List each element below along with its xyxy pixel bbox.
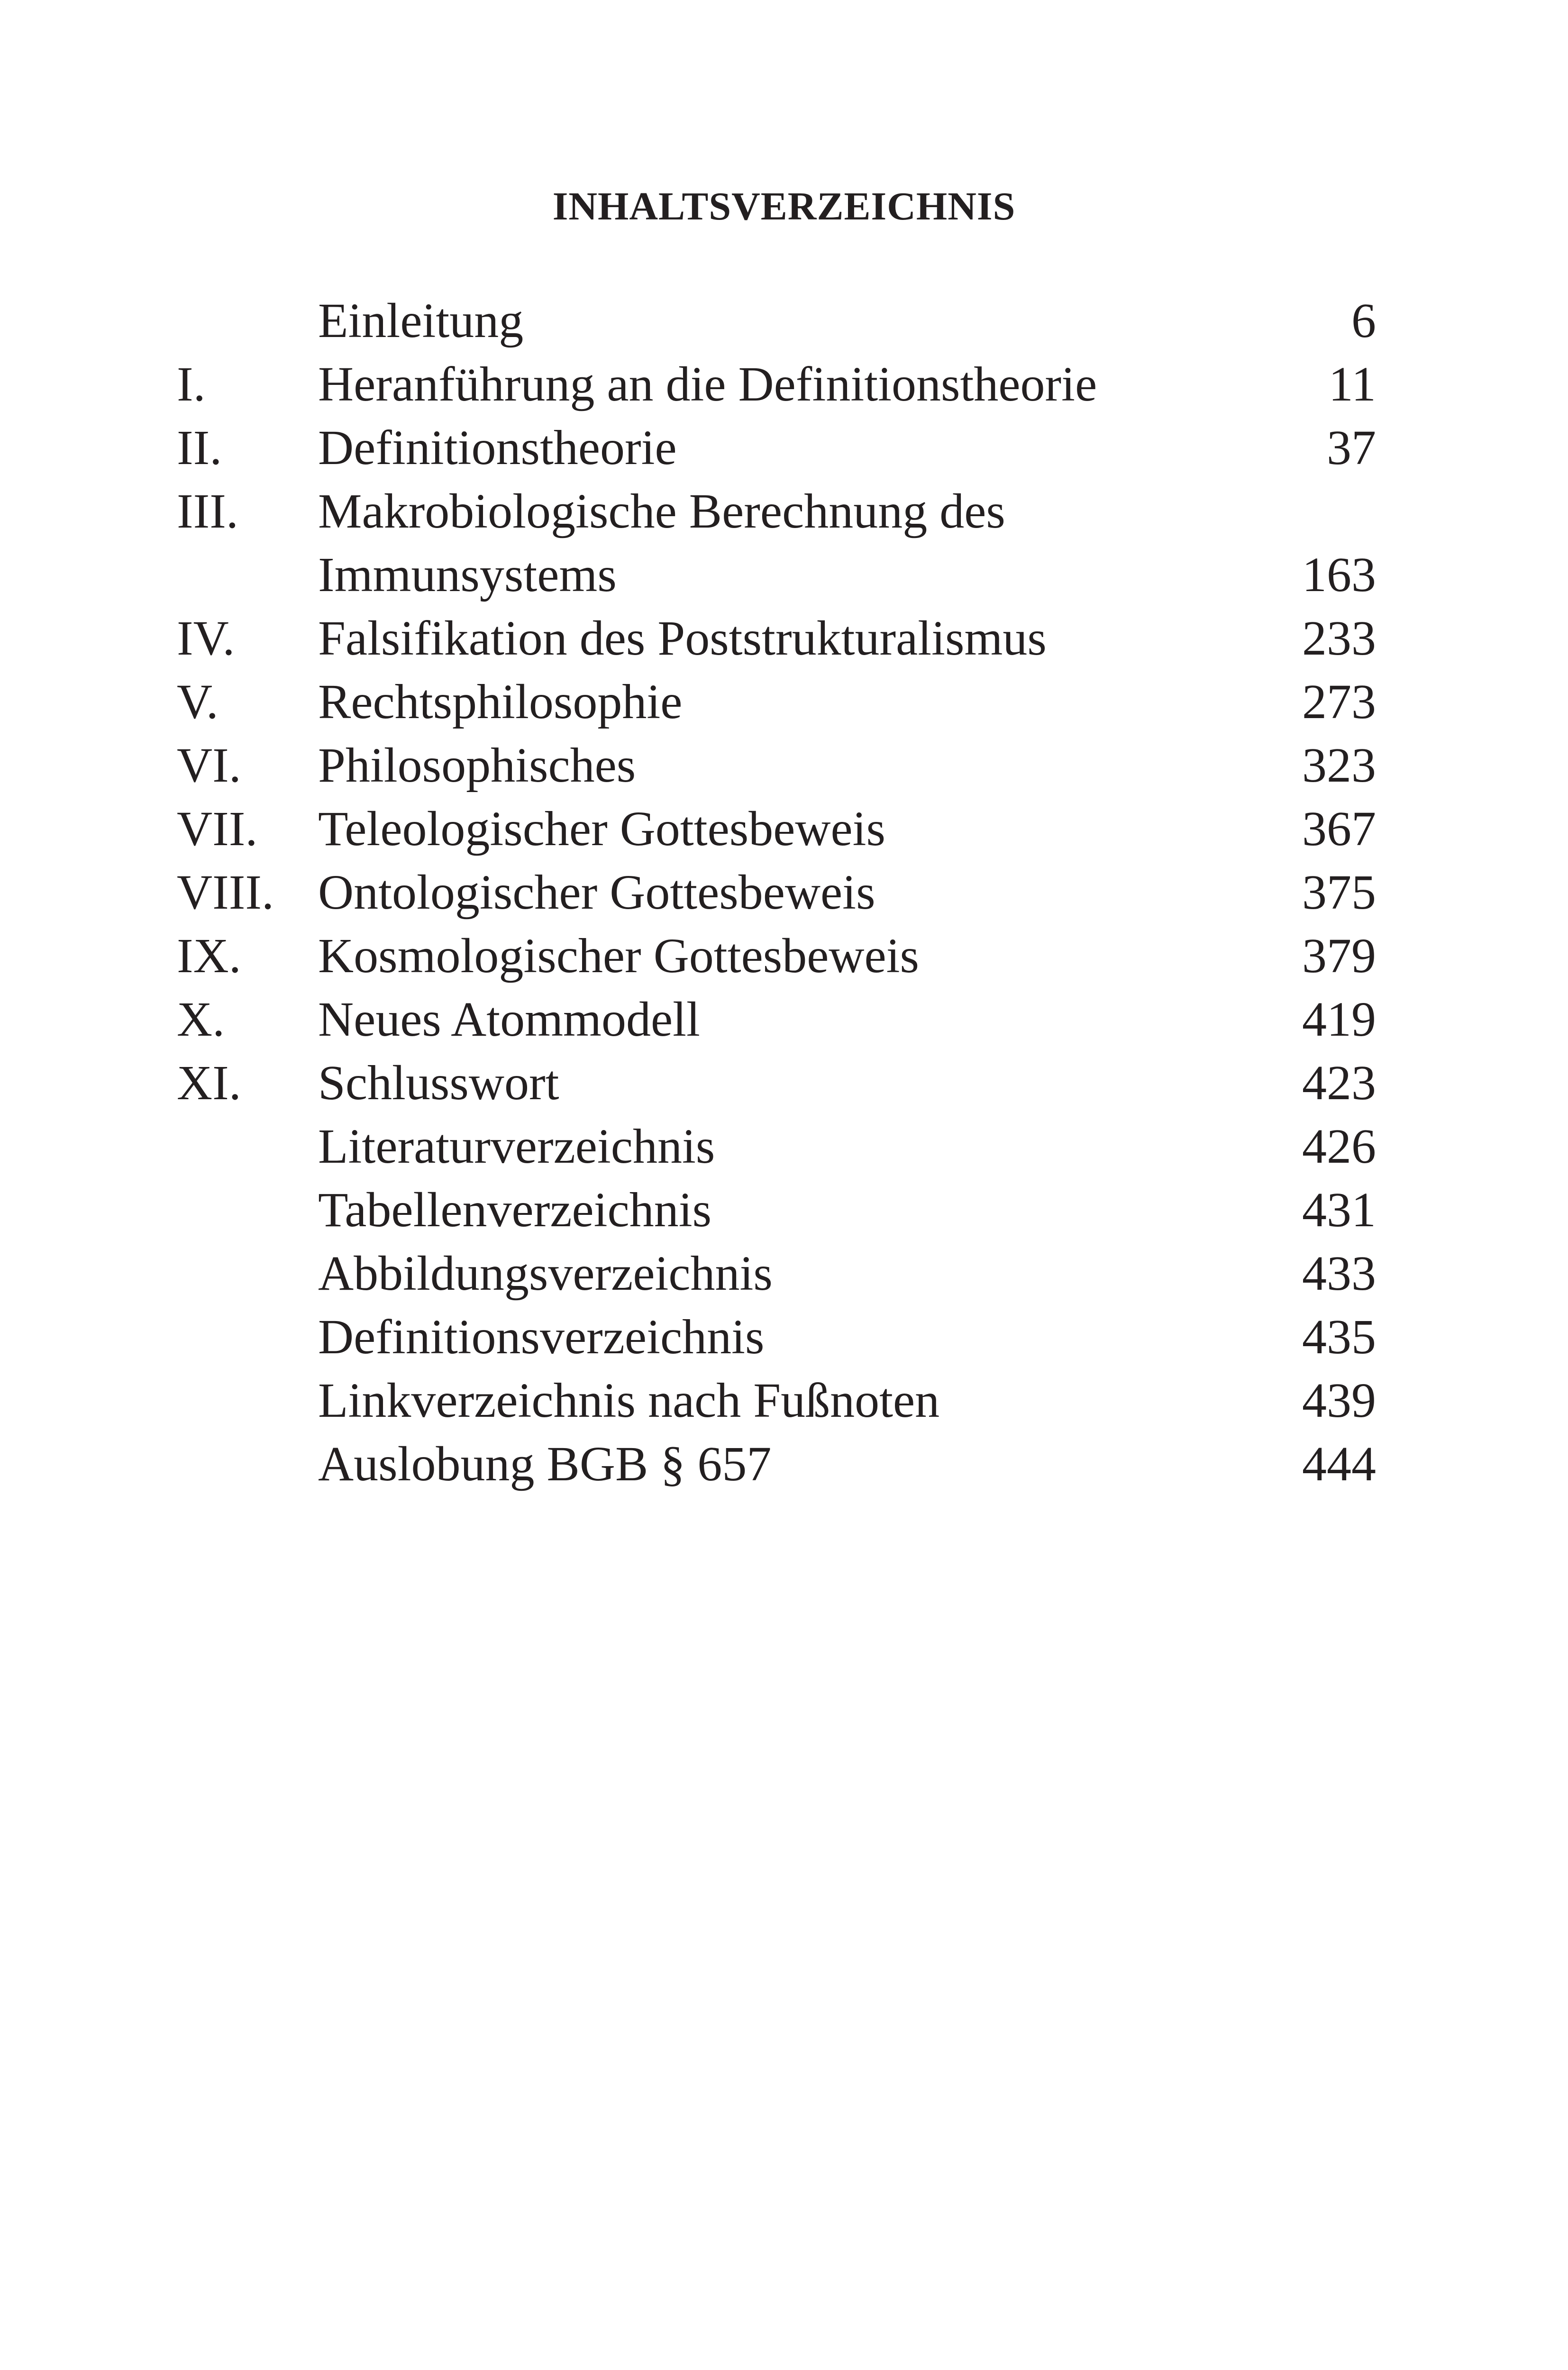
toc-entry-label: Definitionstheorie	[318, 420, 677, 475]
toc-entry-page-number: 419	[1302, 992, 1376, 1047]
toc-entry-page-number: 11	[1328, 357, 1376, 411]
toc-entry	[177, 607, 1376, 670]
toc-entry-label: Auslobung BGB § 657	[318, 1437, 772, 1491]
toc-entry-page-number: 439	[1302, 1373, 1376, 1428]
table-of-contents	[177, 289, 1376, 1496]
toc-entry-page-number: 435	[1302, 1310, 1376, 1364]
toc-entry-page-number: 423	[1302, 1056, 1376, 1110]
toc-entry-label: Philosophisches	[318, 738, 636, 793]
toc-entry-number: IV.	[177, 611, 235, 665]
toc-entry-page-number: 433	[1302, 1246, 1376, 1301]
toc-entry	[177, 543, 1376, 607]
toc-entry	[177, 1369, 1376, 1432]
toc-entry-page-number: 163	[1302, 547, 1376, 602]
toc-entry	[177, 1432, 1376, 1496]
toc-entry	[177, 1305, 1376, 1369]
toc-entry-number: VIII.	[177, 865, 274, 920]
toc-entry-label: Teleologischer Gottesbeweis	[318, 802, 886, 856]
toc-entry	[177, 1051, 1376, 1115]
toc-entry	[177, 861, 1376, 924]
toc-entry-label: Immunsystems	[318, 547, 617, 602]
toc-entry-label: Abbildungsverzeichnis	[318, 1246, 773, 1301]
toc-entry-label: Schlusswort	[318, 1056, 559, 1110]
toc-entry-label: Kosmologischer Gottesbeweis	[318, 929, 920, 983]
toc-entry	[177, 988, 1376, 1051]
toc-entry-page-number: 6	[1351, 293, 1376, 348]
toc-entry-label: Tabellenverzeichnis	[318, 1183, 712, 1237]
toc-entry-page-number: 426	[1302, 1119, 1376, 1174]
toc-entry	[177, 1115, 1376, 1178]
toc-entry	[177, 416, 1376, 480]
toc-entry-page-number: 431	[1302, 1183, 1376, 1237]
toc-entry-number: XI.	[177, 1056, 241, 1110]
toc-entry-label: Literaturverzeichnis	[318, 1119, 715, 1174]
toc-entry-number: X.	[177, 992, 225, 1047]
toc-entry	[177, 480, 1376, 543]
toc-entry-number: III.	[177, 484, 238, 538]
toc-entry	[177, 353, 1376, 416]
toc-entry-label: Definitionsverzeichnis	[318, 1310, 765, 1364]
toc-entry-label: Neues Atommodell	[318, 992, 700, 1047]
toc-entry-label: Rechtsphilosophie	[318, 675, 683, 729]
toc-entry-label: Linkverzeichnis nach Fußnoten	[318, 1373, 940, 1428]
toc-entry-label: Heranführung an die Definitionstheorie	[318, 357, 1097, 411]
toc-entry-number: V.	[177, 675, 219, 729]
toc-entry-number: I.	[177, 357, 206, 411]
toc-entry-page-number: 273	[1302, 675, 1376, 729]
toc-entry-page-number: 375	[1302, 865, 1376, 920]
toc-entry-page-number: 37	[1327, 420, 1376, 475]
toc-entry-label: Falsifikation des Poststrukturalismus	[318, 611, 1047, 665]
toc-entry-label: Makrobiologische Berechnung des	[318, 484, 1005, 538]
toc-entry-page-number: 444	[1302, 1437, 1376, 1491]
toc-entry-page-number: 367	[1302, 802, 1376, 856]
toc-entry-label: Ontologischer Gottesbeweis	[318, 865, 875, 920]
toc-entry-page-number: 379	[1302, 929, 1376, 983]
toc-entry-number: II.	[177, 420, 222, 475]
toc-entry	[177, 1178, 1376, 1242]
toc-entry	[177, 734, 1376, 797]
toc-entry-page-number: 233	[1302, 611, 1376, 665]
toc-entry-number: VII.	[177, 802, 258, 856]
toc-entry-number: IX.	[177, 929, 241, 983]
toc-entry-page-number: 323	[1302, 738, 1376, 793]
toc-entry	[177, 289, 1376, 353]
toc-entry-label: Einleitung	[318, 293, 524, 348]
page-title: INHALTSVERZEICHNIS	[552, 184, 1016, 228]
toc-entry	[177, 1242, 1376, 1305]
toc-entry	[177, 797, 1376, 861]
toc-entry-number: VI.	[177, 738, 241, 793]
toc-entry	[177, 670, 1376, 734]
toc-entry	[177, 924, 1376, 988]
